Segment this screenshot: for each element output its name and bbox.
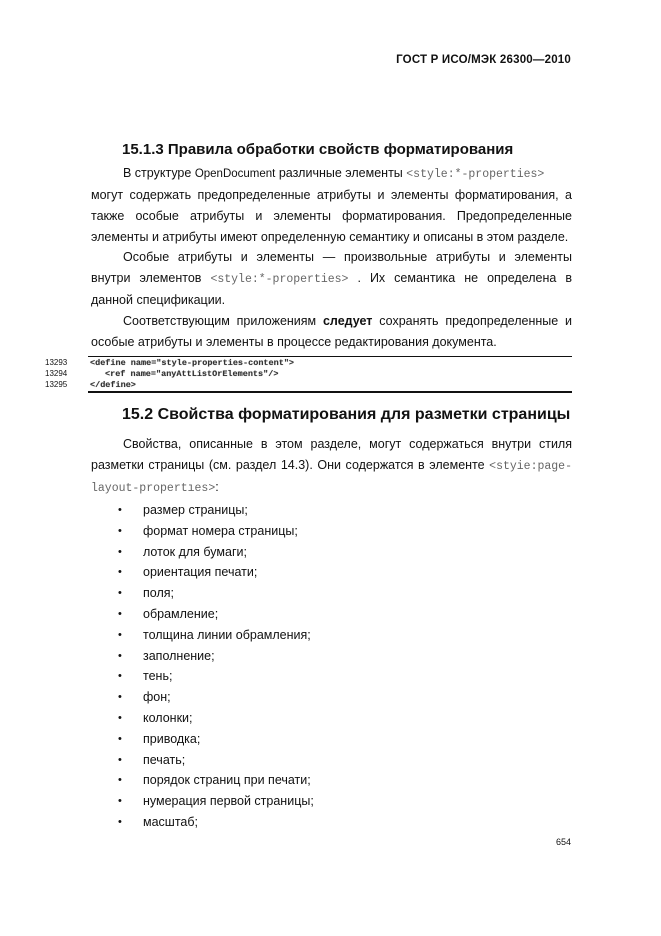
list-item-text: нумерация первой страницы; [143, 794, 314, 809]
list-item-text: поля; [143, 586, 174, 601]
paragraph-text: Свойства, описанные в этом разделе, могут содержаться внутри стиля разметки страницы (см. раздел 14.3). Они содержатся в элементе [91, 437, 572, 472]
bullet-icon: • [118, 691, 122, 704]
paragraph-text: OpenDocument [194, 168, 276, 180]
list-item-text: колонки; [143, 710, 193, 725]
code-line-text: <define name="style-properties-content"> [90, 358, 295, 368]
bullet-icon: • [118, 815, 122, 828]
paragraph-text: сохранять предопределенные и особые атрибуты и элементы в процессе редактирования документа. [91, 314, 572, 349]
bullet-icon: • [118, 545, 122, 558]
bullet-icon: • [118, 504, 122, 516]
list-item [118, 521, 314, 542]
list-item-text: размер страницы; [143, 503, 248, 517]
bullet-icon: • [118, 607, 122, 620]
list-item [118, 666, 314, 687]
list-item-text: приводка; [143, 731, 201, 746]
list-item [118, 625, 314, 646]
bullet-icon: • [118, 524, 122, 537]
list-item [118, 500, 314, 521]
list-item [118, 542, 314, 563]
list-item-text: заполнение; [143, 648, 215, 663]
list-item-text: толщина линии обрамления; [143, 627, 311, 642]
inline-code-element: <style:*-properties> [210, 273, 349, 286]
list-item [118, 750, 314, 771]
list-item-text: ориентация печати; [143, 565, 258, 580]
list-item-text: тень; [143, 669, 173, 684]
bullet-icon: • [118, 587, 122, 600]
list-item-text: масштаб; [143, 814, 198, 829]
bullet-icon: • [118, 774, 122, 787]
code-line-text: </define> [90, 380, 136, 390]
bullet-icon: • [118, 628, 122, 641]
code-line-number: 13294 [45, 369, 68, 378]
list-item-text: порядок страниц при печати; [143, 773, 311, 788]
paragraph-text: : [215, 480, 219, 494]
paragraph-text: Соответствующим приложениям [123, 314, 323, 328]
code-block-top-rule [88, 356, 572, 357]
paragraph-text: Особые атрибуты и элементы — произвольные атрибуты и элементы внутри элементов [91, 250, 572, 285]
list-item [118, 708, 314, 729]
list-item [118, 562, 314, 583]
page-number: 654 [555, 837, 571, 847]
code-line-text: <ref name="anyAttListOrElements"/> [105, 369, 279, 379]
paragraph-custom-attributes [91, 247, 572, 311]
section-heading-15-2: 15.2 Свойства форматирования для разметки страницы [122, 406, 571, 423]
property-list [118, 500, 314, 833]
list-item [118, 729, 314, 750]
document-standard-header: ГОСТ Р ИСО/МЭК 26300—2010 [396, 54, 571, 66]
paragraph-text: . Их семантика не определена в данной спецификации. [91, 271, 573, 307]
list-item-text: печать; [143, 752, 186, 767]
list-item [118, 646, 314, 667]
schema-code-block [45, 353, 572, 393]
code-block-bottom-rule [88, 391, 572, 393]
bullet-icon: • [118, 732, 122, 745]
paragraph-page-layout-properties [91, 434, 572, 499]
bullet-icon: • [118, 649, 122, 662]
paragraph-structure [91, 163, 572, 248]
bullet-icon: • [118, 711, 122, 724]
list-item-text: формат номера страницы; [143, 523, 298, 538]
list-item-text: обрамление; [143, 606, 219, 621]
section-heading-15-1-3: 15.1.3 Правила обработки свойств форматирования [122, 141, 514, 158]
emphasis-should: следует [322, 314, 373, 328]
code-line-number: 13295 [45, 380, 68, 389]
inline-code-element: <styie:page-layout-propertıes> [91, 460, 572, 495]
bullet-icon: • [118, 670, 122, 683]
paragraph-text: В структуре [123, 166, 195, 180]
bullet-icon: • [118, 795, 122, 808]
list-item [118, 770, 314, 791]
list-item [118, 812, 314, 833]
list-item-text: фон; [143, 690, 171, 705]
list-item [118, 687, 314, 708]
list-item-text: лоток для бумаги; [143, 544, 247, 559]
paragraph-conforming-applications [91, 311, 572, 353]
code-line-number: 13293 [45, 358, 68, 367]
list-item [118, 791, 314, 812]
inline-code-element: <style:*-properties> [406, 168, 545, 181]
bullet-icon: • [118, 753, 122, 766]
paragraph-text: могут содержать предопределенные атрибуты и элементы форматирования, а также особые атрибуты и элементы форматирования. Предопределенные элементы и атрибуты имеют определенную семантику и описаны в этом разделе. [91, 188, 572, 244]
list-item [118, 604, 314, 625]
bullet-icon: • [118, 566, 122, 579]
list-item [118, 583, 314, 604]
paragraph-text: различные элементы [275, 166, 407, 180]
